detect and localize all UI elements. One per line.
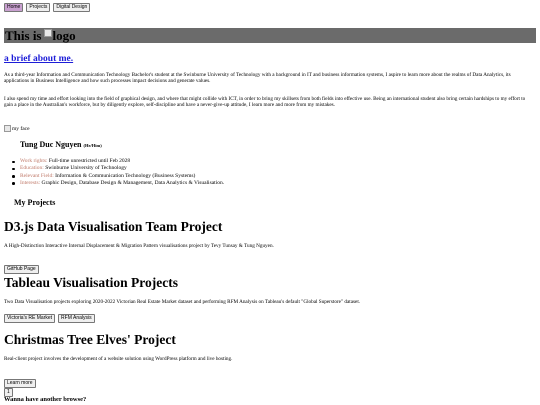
fact-value: Full-time unrestricted until Feb 2028 (47, 158, 131, 164)
fact-label: Relevant Field: (20, 172, 54, 179)
project-title: Tableau Visualisation Projects (4, 275, 179, 290)
broken-image-icon (4, 125, 11, 132)
logo-alt-text: logo (52, 27, 76, 43)
rfm-analysis-button[interactable]: RFM Analysis (58, 314, 95, 323)
broken-image-icon (44, 29, 52, 37)
profile-pronouns: (He/Him) (83, 143, 102, 148)
fact-label: Interests: (20, 179, 41, 186)
profile-photo (4, 125, 30, 132)
design-paragraph: I also spend my time and effort looking into the field of graphical design, and where that might collide with ICT, in order to bring my skillsets from both fields into effective use. Being an international student also bring certain hardships to my effort to gain a place in the Australian's workforce, but by diligently explore, self-discipline and have a never-give-up attitude, I learn more and more from my mistakes. (4, 96, 526, 109)
logo-image (44, 28, 76, 44)
project-description: A High-Distinction Interactive Internal Displacement & Migration Pattern visualisations project by Tevy Tunsay & Tung Nguyen. (4, 243, 274, 249)
profile-name (20, 140, 102, 149)
fact-education (20, 165, 224, 172)
fact-value: Swinburne University of Technology (43, 165, 127, 172)
fact-label: Education: (20, 165, 44, 172)
profile-photo-alt: my face (12, 125, 30, 132)
hero-text: This is (5, 27, 42, 43)
github-page-button[interactable]: GitHub Page (4, 265, 39, 274)
project-description: Real-client project involves the development of a website solution using WordPress platform and live hosting. (4, 356, 233, 362)
project-title: D3.js Data Visualisation Team Project (4, 219, 223, 234)
profile-name-text: Tung Duc Nguyen (20, 140, 82, 149)
profile-facts-list (20, 158, 224, 187)
brief-about-link[interactable]: a brief about me. (4, 54, 74, 64)
fact-interests (20, 180, 224, 187)
nav-home-button[interactable]: Home (4, 3, 23, 12)
page-1-button[interactable]: 1 (4, 388, 13, 397)
fact-value: Information & Communication Technology (Business Systems) (53, 172, 196, 179)
nav-digital-design-button[interactable]: Digital Design (53, 3, 90, 12)
browse-heading: Wanna have another browse? (4, 396, 87, 403)
fact-value: Graphic Design, Database Design & Management, Data Analytics & Visualisation. (40, 179, 225, 186)
hero-banner (4, 28, 536, 43)
nav-projects-button[interactable]: Projects (26, 3, 50, 12)
victoria-re-market-button[interactable]: Victoria's RE Market (4, 314, 55, 323)
fact-label: Work rights: (20, 158, 48, 164)
project-buttons (4, 257, 39, 275)
learn-more-button[interactable]: Learn more (4, 379, 36, 388)
project-title: Christmas Tree Elves' Project (4, 332, 176, 347)
fact-relevant-field (20, 173, 224, 180)
top-nav (4, 3, 90, 12)
project-buttons (4, 314, 95, 323)
project-description: Two Data Visualisation projects exploring 2020-2022 Victorian Real Estate Market dataset and performing RFM Analysis on Tableau's default "Global Superstore" dataset. (4, 299, 361, 305)
projects-heading: My Projects (14, 198, 56, 207)
intro-paragraph: As a third-year Information and Communication Technology Bachelor's student at the Swinburne University of Technology with a background in IT and business information systems, I aspire to learn more about the realms of Data Analytics, its applications in Business Intelligence and how such processes impact decisions and generate values. (4, 72, 511, 85)
